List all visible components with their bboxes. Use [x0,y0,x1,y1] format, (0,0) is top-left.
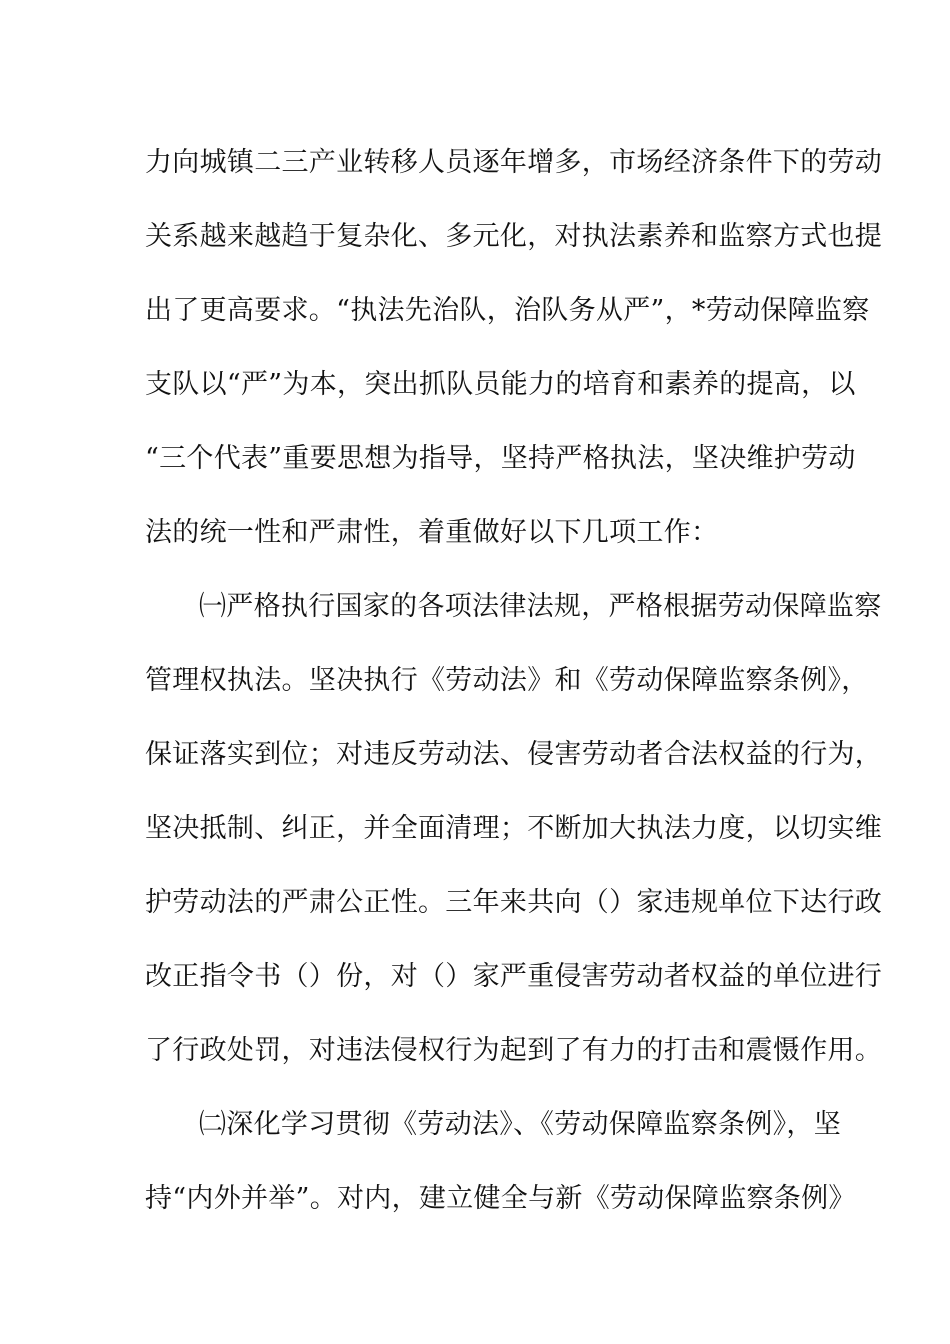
text-line: 法的统一性和严肃性，着重做好以下几项工作： [145,517,719,548]
text-line: 坚决抵制、纠正，并全面清理；不断加大执法力度，以切实维 [145,813,883,844]
text-line: 管理权执法。坚决执行《劳动法》和《劳动保障监察条例》， [145,665,869,696]
text-line: 持“内外并举”。对内，建立健全与新《劳动保障监察条例》 [145,1183,856,1214]
text-line: 关系越来越趋于复杂化、多元化，对执法素养和监察方式也提 [145,221,883,252]
text-line: 保证落实到位；对违反劳动法、侵害劳动者合法权益的行为， [145,739,883,770]
text-line: 力向城镇二三产业转移人员逐年增多，市场经济条件下的劳动 [145,147,883,178]
text-line: 了行政处罚，对违法侵权行为起到了有力的打击和震慑作用。 [145,1035,883,1066]
text-line: “三个代表”重要思想为指导，坚持严格执法，坚决维护劳动 [145,443,856,474]
text-line: 改正指令书（）份，对（）家严重侵害劳动者权益的单位进行 [145,961,883,992]
body-text [145,126,883,1236]
text-line: 支队以“严”为本，突出抓队员能力的培育和素养的提高，以 [145,369,856,400]
text-line: 出了更高要求。“执法先治队，治队务从严”，*劳动保障监察 [145,295,870,326]
paragraph-start-line: ㈠严格执行国家的各项法律法规，严格根据劳动保障监察 [199,591,882,622]
text-line: 护劳动法的严肃公正性。三年来共向（）家违规单位下达行政 [145,887,883,918]
paragraph-start-line: ㈡深化学习贯彻《劳动法》、《劳动保障监察条例》，坚 [199,1109,841,1140]
